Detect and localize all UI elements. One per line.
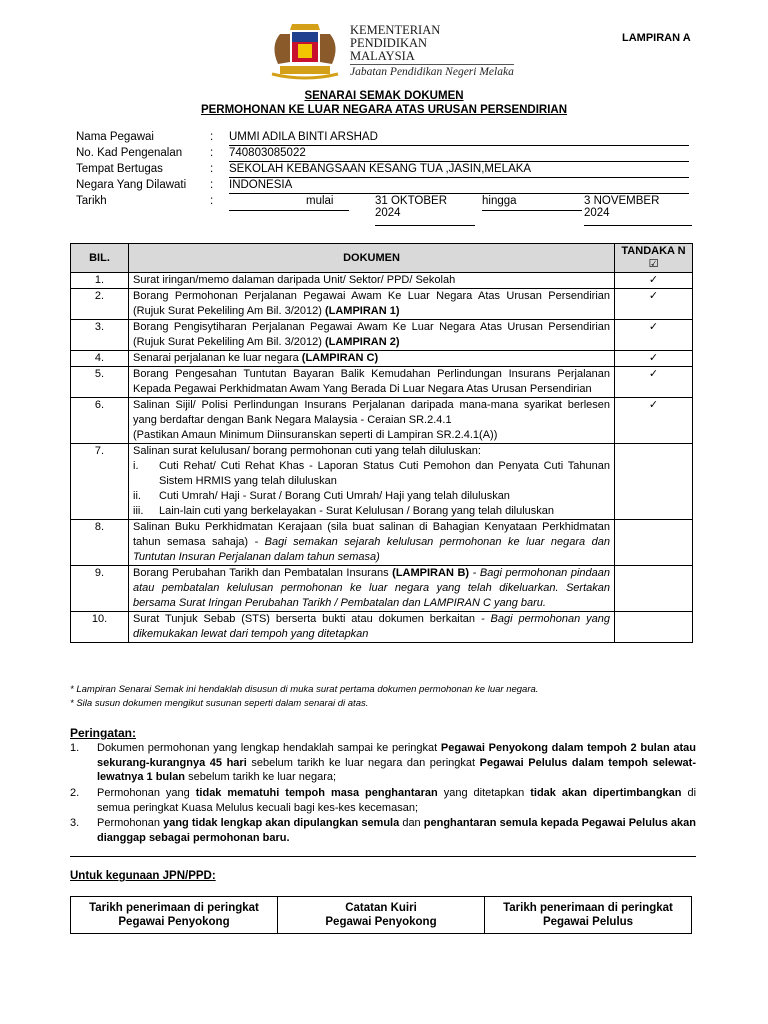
row-lampiran: (LAMPIRAN C) [301, 352, 379, 364]
peringatan-item-3 [70, 816, 696, 845]
table-row [71, 320, 693, 351]
cell-line: Tarikh penerimaan di peringkat [89, 902, 259, 914]
check-mark[interactable]: ✓ [615, 289, 693, 320]
row-document: Surat iringan/memo dalaman daripada Unit/ Sektor/ PPD/ Sekolah [129, 273, 615, 289]
text: Dokumen permohonan yang lengkap hendaklah sampai ke peringkat [97, 742, 441, 754]
bold-text: Pegawai Penyokong dalam tempoh 2 bulan atau sekurang-kurangnya 45 hari [97, 742, 696, 769]
row-number: 4. [71, 351, 129, 367]
table-row [71, 612, 693, 643]
peringatan-item-2 [70, 786, 696, 815]
row-note: (Pastikan Amaun Minimum Diinsuranskan seperti di Lampiran SR.2.4.1(A)) [133, 429, 498, 441]
document-title: SENARAI SEMAK DOKUMEN [304, 90, 464, 102]
row-note: - Bagi permohonan yang dikemukakan lewat dari tempoh yang ditetapkan [133, 613, 611, 640]
row-number: 8. [71, 520, 129, 566]
table-row [71, 444, 693, 520]
usage-table [70, 896, 692, 934]
check-cell[interactable] [615, 566, 693, 612]
hingga-label: hingga [482, 195, 517, 207]
text: yang ditetapkan [437, 787, 531, 799]
ministry-crest-logo [262, 20, 348, 82]
cell-line: Pegawai Pelulus [542, 916, 634, 928]
sub-num: iii. [133, 505, 144, 517]
divider [70, 856, 696, 857]
cell-line: Pegawai Penyokong [118, 916, 230, 928]
negara-label: Negara Yang Dilawati [76, 179, 187, 191]
row-number: 10. [71, 612, 129, 643]
text: sebelum tarikh ke luar negara; [185, 771, 337, 783]
bold-text: tidak akan dipertimbangkan [530, 787, 682, 799]
row-number: 7. [71, 444, 129, 520]
header-bil: BIL. [71, 244, 129, 273]
info-row-tarikh [76, 195, 696, 229]
text: Permohonan yang [97, 787, 196, 799]
row-number: 9. [71, 566, 129, 612]
tarikh-akhir-box [584, 195, 692, 226]
text: dan [399, 817, 424, 829]
usage-cell-kuiri[interactable] [278, 897, 485, 934]
tarikh-line-1 [229, 210, 349, 211]
colon: : [210, 147, 214, 159]
footnote-2: * Sila susun dokumen mengikut susunan seperti dalam senarai di atas. [70, 698, 369, 709]
kp-value: 740803085022 [229, 147, 689, 162]
colon: : [210, 163, 214, 175]
sub-text: Lain-lain cuti yang berkelayakan - Surat Kelulusan / Borang yang telah diluluskan [159, 505, 555, 517]
nama-value: UMMI ADILA BINTI ARSHAD [229, 131, 689, 146]
row-document [129, 444, 615, 520]
row-number: 1. [71, 273, 129, 289]
row-number: 2. [71, 289, 129, 320]
row-document [129, 351, 615, 367]
table-row [71, 289, 693, 320]
usage-row [71, 897, 692, 934]
table-row [71, 398, 693, 444]
tarikh-label: Tarikh [76, 195, 107, 207]
row-text: Salinan Buku Perkhidmatan Kerajaan (sila buat salinan di Bahagian Kenyataan Perkhidmatan tahun semasa sahaja) [133, 521, 610, 548]
row-document [129, 520, 615, 566]
item-number: 3. [70, 817, 80, 829]
check-mark[interactable]: ✓ [615, 367, 693, 398]
colon: : [210, 131, 214, 143]
row-number: 3. [71, 320, 129, 351]
table-row [71, 566, 693, 612]
sub-item [133, 489, 610, 504]
text: di semua peringkat Kuasa Melulus kecuali bagi kes-kes kecemasan; [97, 787, 697, 814]
peringatan-title: Peringatan: [70, 726, 137, 740]
table-row [71, 273, 693, 289]
row-document [129, 320, 615, 351]
row-text: Salinan Sijil/ Polisi Perlindungan Insurans Perjalanan daripada mana-mana syarikat berlesen yang berdaftar dengan Bank Negara Malaysia - Ceraian SR.2.4.1 [133, 399, 610, 426]
bold-text: Pegawai Pelulus dalam tempoh selewat-lewatnya 1 bulan [97, 756, 696, 783]
cell-line: Tarikh penerimaan di peringkat [503, 902, 673, 914]
check-cell[interactable] [615, 444, 693, 520]
tarikh-mula-day: 31 OKTOBER [375, 195, 448, 207]
lampiran-label: LAMPIRAN A [622, 32, 691, 44]
text: Permohonan [97, 817, 164, 829]
row-document [129, 289, 615, 320]
row-lampiran: (LAMPIRAN B) [392, 567, 470, 579]
tarikh-line-2 [482, 210, 582, 211]
check-mark[interactable]: ✓ [615, 273, 693, 289]
department-name: Jabatan Pendidikan Negeri Melaka [350, 66, 514, 78]
row-text: Senarai perjalanan ke luar negara [133, 352, 302, 364]
sub-text: Cuti Umrah/ Haji - Surat / Borang Cuti Umrah/ Haji yang telah diluluskan [159, 490, 510, 502]
row-text: Borang Perubahan Tarikh dan Pembatalan Insurans [133, 567, 393, 579]
footnote-1: * Lampiran Senarai Semak ini hendaklah disusun di muka surat pertama dokumen permohonan ke luar negara. [70, 684, 539, 695]
usage-cell-penyokong[interactable] [71, 897, 278, 934]
nama-label: Nama Pegawai [76, 131, 154, 143]
sub-num: i. [133, 460, 139, 472]
row-number: 5. [71, 367, 129, 398]
sub-item [133, 504, 610, 519]
row-text: Borang Permohonan Perjalanan Pegawai Awam Ke Luar Negara Atas Urusan Persendirian (Rujuk Surat Pekeliling Am Bil. 3/2012) [133, 290, 610, 317]
row-document [129, 612, 615, 643]
mulai-label: mulai [306, 195, 334, 207]
tempat-label: Tempat Bertugas [76, 163, 163, 175]
cell-line: Pegawai Penyokong [325, 916, 437, 928]
item-number: 1. [70, 742, 80, 754]
tarikh-mula-box [375, 195, 475, 226]
bold-text: tidak mematuhi tempoh masa penghantaran [195, 787, 438, 799]
check-mark[interactable]: ✓ [615, 351, 693, 367]
sub-text: Cuti Rehat/ Cuti Rehat Khas - Laporan Status Cuti Pemohon dan Penyata Cuti Tahunan Sistem HRMIS yang telah diluluskan [159, 460, 610, 487]
ministry-name [350, 24, 514, 79]
row-lampiran: (LAMPIRAN 1) [324, 305, 400, 317]
colon: : [210, 179, 214, 191]
negara-value: INDONESIA [229, 179, 689, 194]
item-number: 2. [70, 787, 80, 799]
bold-text: yang tidak lengkap akan dipulangkan semula [163, 817, 400, 829]
table-row [71, 351, 693, 367]
row-document: Borang Pengesahan Tuntutan Bayaran Balik Kemudahan Perlindungan Insurans Perjalanan Kepada Pegawai Perkhidmatan Awam Yang Berada Di Luar Negara Atas Urusan Persendirian [129, 367, 615, 398]
table-header-row [71, 244, 693, 273]
check-cell[interactable] [615, 612, 693, 643]
row-number: 6. [71, 398, 129, 444]
header-dokumen: DOKUMEN [129, 244, 615, 273]
row-note: - Bagi semakan sejarah kelulusan permohonan ke luar negara dan Tuntutan Insuran Perjalanan dalam tahun semasa) [133, 536, 610, 563]
header-tandakan: TANDAKA N ☑ [615, 244, 693, 273]
tarikh-akhir-day: 3 NOVEMBER [584, 195, 660, 207]
row-text: Borang Pengisytiharan Perjalanan Pegawai Awam Ke Luar Negara Atas Urusan Persendirian (Rujuk Surat Pekeliling Am Bil. 3/2012) [133, 321, 610, 348]
bold-text: penghantaran semula kepada Pegawai Pelulus akan dianggap sebagai permohonan baru. [97, 817, 697, 844]
document-subtitle: PERMOHONAN KE LUAR NEGARA ATAS URUSAN PERSENDIRIAN [200, 104, 568, 116]
tarikh-mula-year: 2024 [375, 207, 401, 219]
row-text: Salinan surat kelulusan/ borang permohonan cuti yang telah diluluskan: [133, 445, 481, 457]
ministry-line-3: MALAYSIA [350, 49, 415, 63]
sub-num: ii. [133, 490, 141, 502]
ministry-line-2: PENDIDIKAN [350, 36, 428, 50]
check-mark[interactable]: ✓ [615, 398, 693, 444]
check-cell[interactable] [615, 520, 693, 566]
row-note: - Bagi permohonan pindaan atau pembatalan kelulusan permohonan ke luar negara yang telah dikeluarkan. Sertakan bersama Surat Iringan Perubahan Tarikh / Pembatalan dan LAMPIRAN C yang baru. [133, 567, 610, 609]
usage-cell-pelulus[interactable] [485, 897, 692, 934]
row-lampiran: (LAMPIRAN 2) [324, 336, 400, 348]
row-document [129, 398, 615, 444]
table-row [71, 520, 693, 566]
tarikh-akhir-year: 2024 [584, 207, 610, 219]
checklist-table [70, 243, 693, 643]
ministry-line-1: KEMENTERIAN [350, 23, 441, 37]
usage-title: Untuk kegunaan JPN/PPD: [70, 870, 216, 882]
text: sebelum tarikh ke luar negara dan peringkat [246, 756, 480, 769]
cell-line: Catatan Kuiri [345, 902, 417, 914]
tempat-value: SEKOLAH KEBANGSAAN KESANG TUA ,JASIN,MELAKA [229, 163, 689, 178]
colon: : [210, 195, 214, 207]
table-row [71, 367, 693, 398]
row-document [129, 566, 615, 612]
kp-label: No. Kad Pengenalan [76, 147, 183, 159]
peringatan-item-1 [70, 741, 696, 785]
check-mark[interactable]: ✓ [615, 320, 693, 351]
row-text: Surat Tunjuk Sebab (STS) berserta bukti atau dokumen berkaitan [133, 613, 481, 625]
sub-item [133, 459, 610, 489]
